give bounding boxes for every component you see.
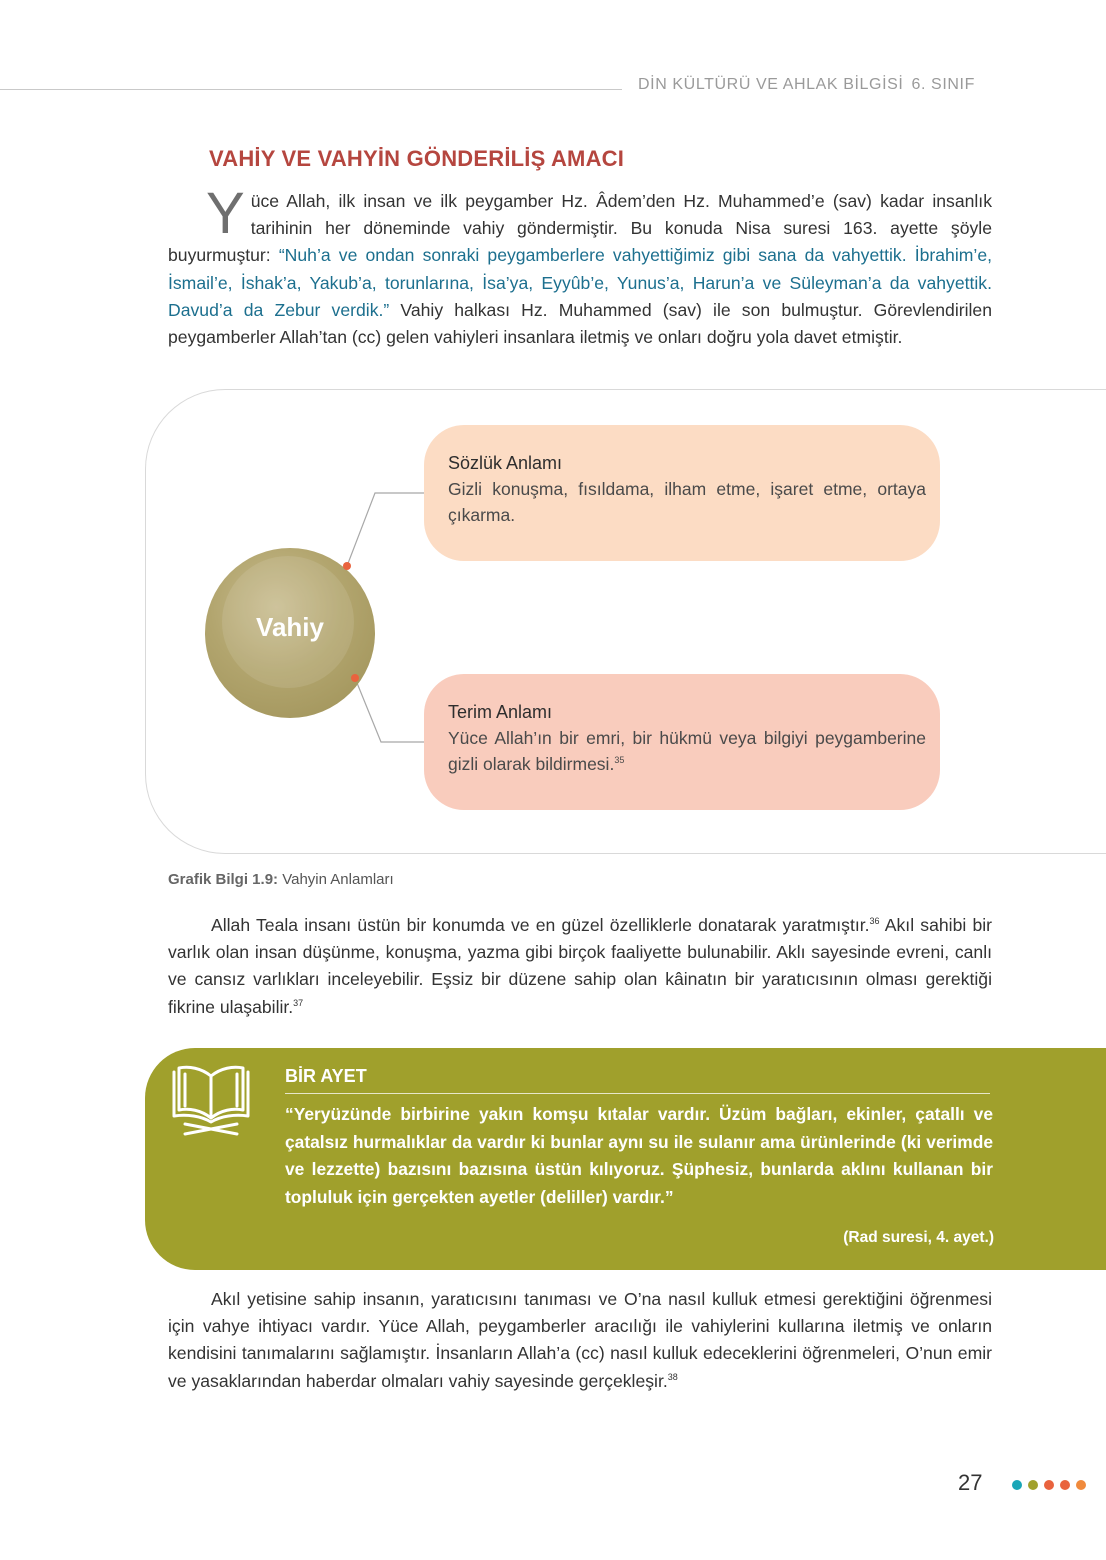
dropcap-letter: Y — [206, 181, 245, 246]
book-title: DİN KÜLTÜRÜ VE AHLAK BİLGİSİ — [638, 76, 904, 93]
dictionary-meaning-title: Sözlük Anlamı — [448, 453, 563, 473]
nisa-quote: “Nuh’a ve ondan sonraki peygamberlere vahyettiğimiz gibi sana da vahyettik. İbrahim’e, İsmail’e, İshak’a, Yakub’a, torunlarına, İsa’ya, Eyyûb’e, Yunus’a, Harun’a ve Süleyman’a da vahyettik. Davud’a da Zebur verdik.” — [168, 245, 992, 320]
verse-heading-rule — [285, 1093, 990, 1094]
page-number: 27 — [958, 1470, 983, 1495]
paragraph2-part2: Akıl sahibi bir varlık olan insan düşünme, konuşma, yazma gibi birçok faaliyette bulunabilir. Aklı sayesinde evreni, canlı ve cansız varlıkları inceleyebilir. Eşsiz bir düzene sahip olan kâinatın bir yaratıcısının olması gerektiği fikrine ulaşabilir. — [168, 915, 993, 1017]
paragraph2-part1: Allah Teala insanı üstün bir konumda ve en güzel özelliklerle donatarak yaratmıştır. — [211, 915, 870, 935]
decoration-dot — [1028, 1480, 1038, 1490]
dictionary-meaning-box — [424, 425, 940, 561]
decoration-dot — [1044, 1480, 1054, 1490]
term-meaning-title: Terim Anlamı — [448, 702, 553, 722]
paragraph-human-reason — [168, 912, 992, 1021]
verse-heading: BİR AYET — [285, 1066, 367, 1086]
grade-label: 6. SINIF — [911, 76, 975, 93]
caption-label: Grafik Bilgi 1.9: — [168, 871, 279, 888]
decoration-dot — [1076, 1480, 1086, 1490]
footnote-38: 38 — [667, 1371, 678, 1382]
term-meaning-body — [448, 725, 926, 777]
verse-source: (Rad suresi, 4. ayet.) — [843, 1229, 994, 1246]
connector-to-term — [355, 678, 424, 742]
term-meaning-box — [424, 674, 940, 810]
decoration-dot — [1060, 1480, 1070, 1490]
figure-caption — [168, 871, 394, 888]
intro-text-end: Vahiy halkası Hz. Muhammed (sav) ile son bulmuştur. Görevlendirilen peygamberler Allah’tan (cc) gelen vahiyleri insanlara iletmiş ve onları doğru yola davet etmiştir. — [168, 299, 992, 348]
dictionary-meaning-text: Gizli konuşma, fısıldama, ilham etme, işaret etme, ortaya çıkarma. — [448, 479, 926, 525]
decoration-dot — [1012, 1480, 1022, 1490]
page-decoration-dots — [1012, 1477, 1092, 1495]
footnote-36: 36 — [869, 916, 880, 927]
paragraph-need-for-revelation — [168, 1286, 992, 1395]
caption-text: Vahyin Anlamları — [278, 871, 394, 888]
vahiy-label: Vahiy — [256, 612, 324, 642]
connector-to-dictionary — [347, 493, 424, 566]
open-book-on-stand-icon — [171, 1062, 251, 1138]
section-title: VAHİY VE VAHYİN GÖNDERİLİŞ AMACI — [209, 146, 625, 171]
paragraph3-text: Akıl yetisine sahip insanın, yaratıcısını tanıması ve O’na nasıl kulluk etmesi gerektiğini öğrenmesi için vahye ihtiyacı vardır. Yüce Allah, peygamberler aracılığı ile vahiylerini kullarına iletmiş ve onların kendisini tanımalarını sağlamıştır. İnsanların Allah’a (cc) nasıl kulluk edeceklerini öğrenmeleri, O’nun emir ve yasaklarından haberdar olmaları vahiy sayesinde gerçekleşir. — [168, 1289, 992, 1391]
footnote-37: 37 — [293, 997, 304, 1008]
term-meaning-text: Yüce Allah’ın bir emri, bir hükmü veya bilgiyi peygamberine gizli olarak bildirmesi. — [448, 728, 926, 774]
connector-dot-bottom — [351, 674, 359, 682]
intro-text-start: üce Allah, ilk insan ve ilk peygamber Hz. Âdem’den Hz. Muhammed’e (sav) kadar insanlık tarihinin her döneminde vahiy göndermiştir. Bu konuda Nisa suresi 163. ayette şöyle buyurmuştur: — [168, 191, 992, 266]
verse-text: “Yeryüzünde birbirine yakın komşu kıtalar vardır. Üzüm bağları, ekinler, çatallı ve çatalsız hurmalıklar da vardır ki bunlar aynı su ile sulanır ama ürünlerinde (ki verimde ve lezzette) bazısını bazısına üstün kılıyoruz. Şüphesiz, bunlarda aklını kullanan bir topluluk için gerçekten ayetler (deliller) vardır.” — [285, 1104, 993, 1207]
connector-dot-top — [343, 562, 351, 570]
footnote-35: 35 — [614, 755, 625, 766]
